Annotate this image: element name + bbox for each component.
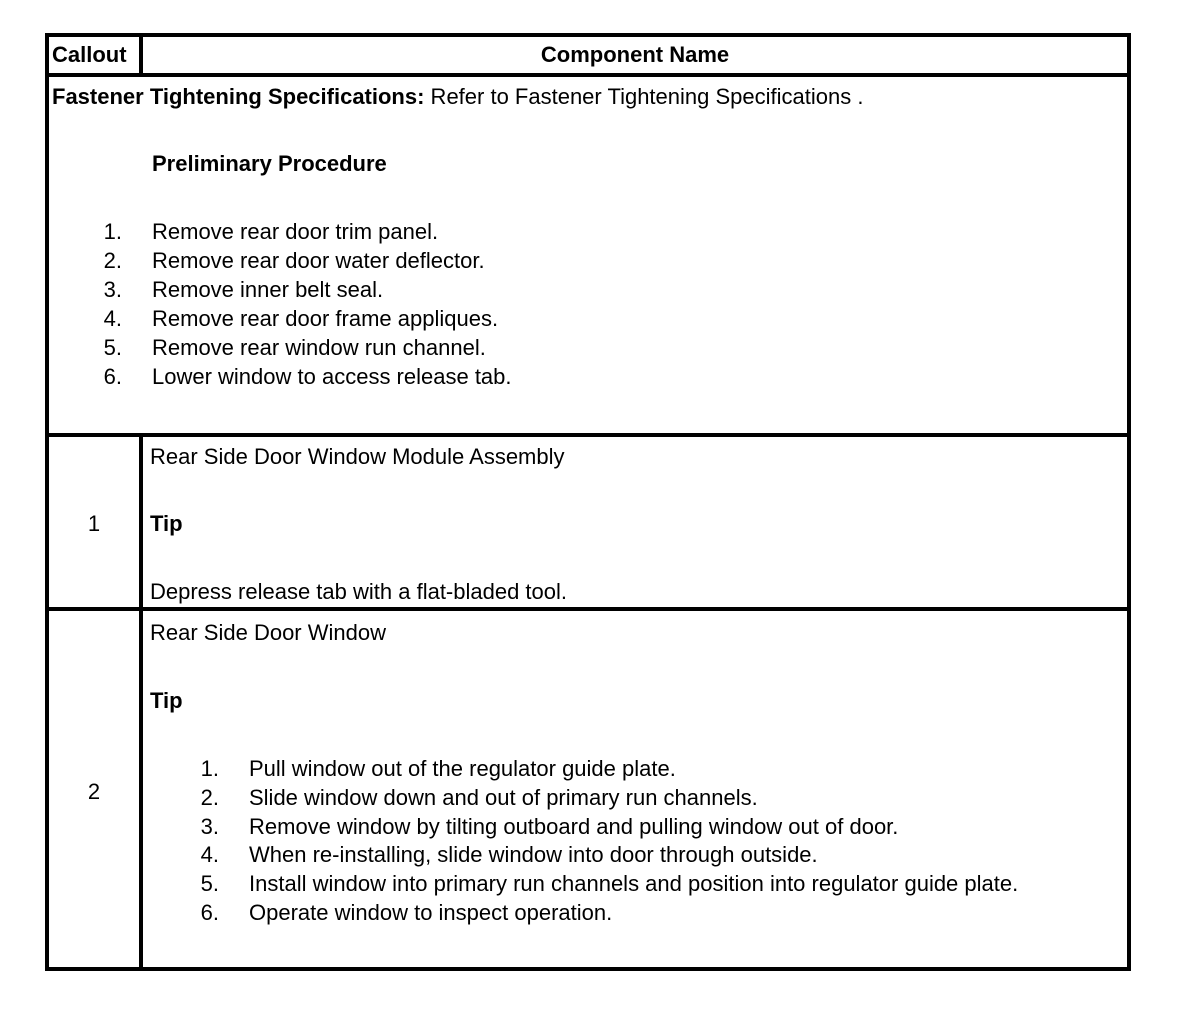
step-number: 3. xyxy=(103,277,122,302)
tip-label: Tip xyxy=(150,511,183,536)
step-number: 6. xyxy=(103,364,122,389)
step-text: Remove rear door water deflector. xyxy=(152,248,485,273)
step-text: When re-installing, slide window into door through outside. xyxy=(249,842,818,867)
table-border-bottom xyxy=(45,967,1131,971)
fastener-spec-label: Fastener Tightening Specifications: xyxy=(52,84,425,109)
column-divider xyxy=(139,433,143,969)
table-border-left xyxy=(45,33,49,971)
step-text: Remove rear window run channel. xyxy=(152,335,486,360)
fastener-spec-text: Refer to Fastener Tightening Specifications . xyxy=(424,84,864,109)
header-callout: Callout xyxy=(52,42,127,67)
step-number: 5. xyxy=(103,335,122,360)
step-number: 6. xyxy=(200,900,219,925)
tip-label: Tip xyxy=(150,688,183,713)
row-divider xyxy=(45,73,1131,77)
step-text: Remove window by tilting outboard and pulling window out of door. xyxy=(249,814,899,839)
step-number: 2. xyxy=(103,248,122,273)
component-name: Rear Side Door Window Module Assembly xyxy=(150,444,565,469)
step-text: Remove inner belt seal. xyxy=(152,277,384,302)
tip-text: Depress release tab with a flat-bladed tool. xyxy=(150,579,568,604)
table-border-right xyxy=(1127,33,1131,971)
fastener-spec xyxy=(52,84,863,110)
step-text: Remove rear door frame appliques. xyxy=(152,306,499,331)
step-number: 5. xyxy=(200,871,219,896)
step-text: Install window into primary run channels and position into regulator guide plate. xyxy=(249,871,1019,896)
step-text: Remove rear door trim panel. xyxy=(152,219,439,244)
callout-number: 2 xyxy=(87,779,101,804)
step-number: 2. xyxy=(200,785,219,810)
step-text: Lower window to access release tab. xyxy=(152,364,512,389)
row-divider xyxy=(45,433,1131,437)
step-text: Operate window to inspect operation. xyxy=(249,900,613,925)
header-component-name: Component Name xyxy=(540,42,730,67)
step-text: Slide window down and out of primary run channels. xyxy=(249,785,758,810)
component-name: Rear Side Door Window xyxy=(150,620,386,645)
callout-number: 1 xyxy=(87,511,101,536)
step-number: 1. xyxy=(200,756,219,781)
step-number: 1. xyxy=(103,219,122,244)
step-number: 4. xyxy=(103,306,122,331)
step-text: Pull window out of the regulator guide plate. xyxy=(249,756,676,781)
step-number: 3. xyxy=(200,814,219,839)
table-border-top xyxy=(45,33,1131,37)
row-divider xyxy=(45,607,1131,611)
step-number: 4. xyxy=(200,842,219,867)
preliminary-title: Preliminary Procedure xyxy=(152,151,387,176)
